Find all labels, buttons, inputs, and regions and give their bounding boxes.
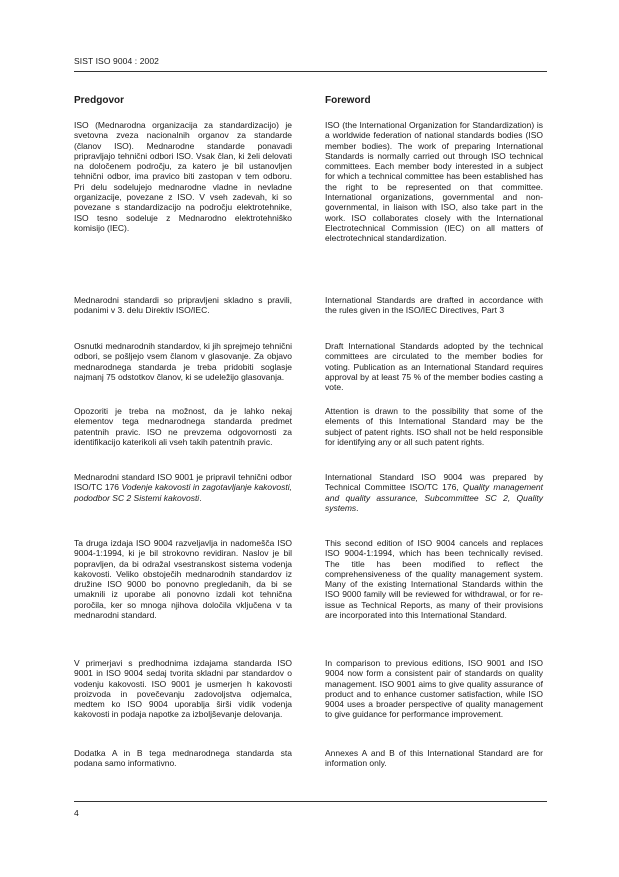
paragraph: Annexes A and B of this International Standard are for information only. [325,748,543,769]
paragraph: Opozoriti je treba na možnost, da je lahko nekaj elementov tega mednarodnega standarda predmet patentnih pravic. ISO ne prevzema odgovornosti za identifikacijo katerikoli ali vseh takih patentnih pravic. [74,406,292,447]
paragraph: In comparison to previous editions, ISO 9001 and ISO 9004 now form a consistent pair of standards on quality management. ISO 9001 aims to give quality assurance of product and to enhance customer satisfaction, while ISO 9004 uses a broader perspective of quality management to give guidance for performance improvement. [325,658,543,720]
section-title-predgovor: Predgovor [74,95,125,106]
paragraph: Ta druga izdaja ISO 9004 razveljavlja in nadomešča ISO 9004-1:1994, ki je bil strokovno revidiran. Naslov je bil popravljen, da bi odražal vsestranskost sistema vodenja kakovosti. Veliko obstoječih mednarodnih standardov iz družine ISO 9000 bo ponovno pregledanih, da bi se umaknili iz uporabe ali ponovno izdali kot tehnična poročila, ker so mnoga njihova določila vključena v ta mednarodni standard. [74,538,292,621]
page-number: 4 [74,808,79,818]
document-id: SIST ISO 9004 : 2002 [74,56,160,66]
header-rule [74,71,547,72]
section-title-foreword: Foreword [325,95,371,106]
paragraph: Draft International Standards adopted by the technical committees are circulated to the member bodies for voting. Publication as an International Standard requires approval by at least 75 % of the member bodies casting a vote. [325,341,543,393]
footer-rule [74,801,547,802]
paragraph: Mednarodni standard ISO 9001 je pripravil tehnični odbor ISO/TC 176 Vodenje kakovosti in zagotavljanje kakovosti, pododbor SC 2 Sistemi kakovosti. [74,472,292,503]
paragraph: This second edition of ISO 9004 cancels and replaces ISO 9004-1:1994, which has been technically revised. The title has been modified to reflect the comprehensiveness of the quality management system. Many of the existing International Standards within the ISO 9000 family will be reviewed for withdrawal, or for re-issue as Technical Reports, as many of their provisions are incorporated into this International Standard. [325,538,543,621]
paragraph: International Standards are drafted in accordance with the rules given in the ISO/IEC Directives, Part 3 [325,295,543,316]
paragraph: Attention is drawn to the possibility that some of the elements of this International Standard may be the subject of patent rights. ISO shall not be held responsible for identifying any or all such patent rights. [325,406,543,447]
paragraph: ISO (Mednarodna organizacija za standardizacijo) je svetovna zveza nacionalnih organov za standarde (članov ISO). Mednarodne standarde ponavadi pripravljajo tehnični odbori ISO. Vsak član, ki želi delovati na določenem področju, za katero je bil ustanovljen tehnični odbor, ima pravico biti zastopan v tem odboru. Pri delu sodelujejo mednarodne vladne in nevladne organizacije, povezane z ISO. V vseh zadevah, ki so povezane s standardizacijo na področju elektrotehnike, ISO tesno sodeluje z Mednarodno elektrotehniško komisijo (IEC). [74,120,292,233]
paragraph: Osnutki mednarodnih standardov, ki jih sprejmejo tehnični odbori, se pošljejo vsem članom v glasovanje. Za objavo mednarodnega standarda je treba pridobiti soglasje najmanj 75 odstotkov članov, ki se udeležijo glasovanja. [74,341,292,382]
paragraph: ISO (the International Organization for Standardization) is a worldwide federation of national standards bodies (ISO member bodies). The work of preparing International Standards is normally carried out through ISO technical committees. Each member body interested in a subject for which a technical committee has been established has the right to be represented on that committee. International organizations, governmental and non-governmental, in liaison with ISO, also take part in the work. ISO collaborates closely with the International Electrotechnical Commission (IEC) on all matters of electrotechnical standardization. [325,120,543,244]
paragraph: Mednarodni standardi so pripravljeni skladno s pravili, podanimi v 3. delu Direktiv ISO/IEC. [74,295,292,316]
paragraph: V primerjavi s predhodnima izdajama standarda ISO 9001 in ISO 9004 sedaj tvorita skladni par standardov o vodenju kakovosti. ISO 9001 je usmerjen h kakovosti proizvoda in povečevanju zadovoljstva odjemalca, medtem ko ISO 9004 uporablja širši vidik vodenja kakovosti in podaja napotke za izboljševanje delovanja. [74,658,292,720]
column-english [325,95,543,769]
paragraph: International Standard ISO 9004 was prepared by Technical Committee ISO/TC 176, Quality management and quality assurance, Subcommittee SC 2, Quality systems. [325,472,543,513]
column-slovenian [74,95,292,769]
paragraph: Dodatka A in B tega mednarodnega standarda sta podana samo informativno. [74,748,292,769]
